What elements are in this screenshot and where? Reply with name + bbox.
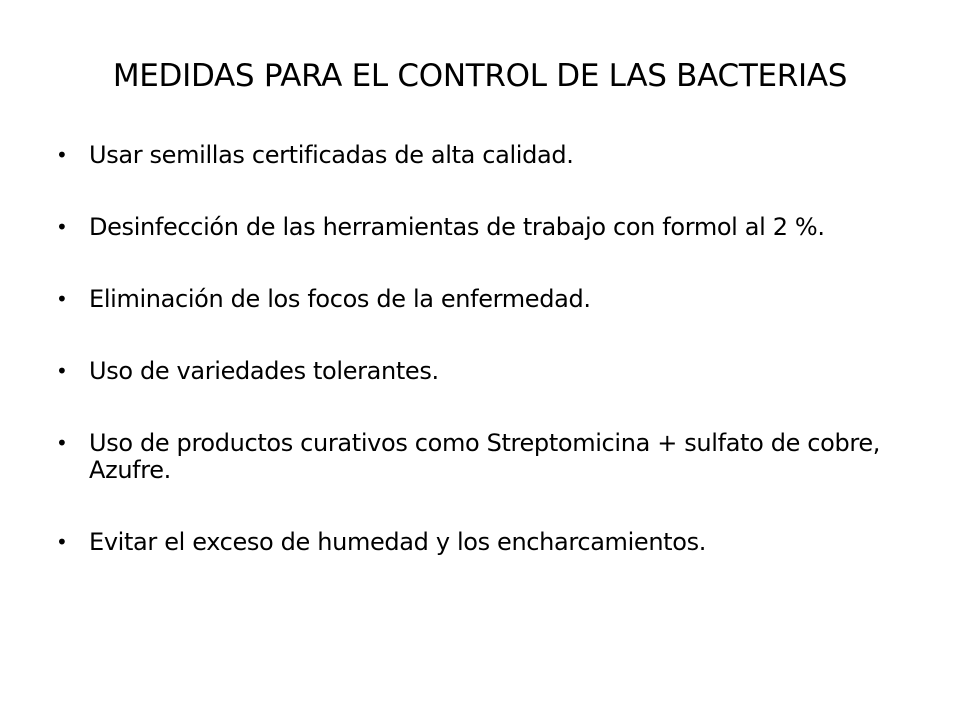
bullet-dot-icon: • [56,143,68,167]
bullet-item [56,430,926,484]
bullet-item [56,214,926,241]
bullet-text: Uso de variedades tolerantes. [89,357,439,385]
bullet-item [56,286,926,313]
bullet-text: Desinfección de las herramientas de trabajo con formol al 2 %. [89,213,825,241]
bullet-item [56,142,926,169]
bullet-dot-icon: • [56,359,68,383]
slide-title: MEDIDAS PARA EL CONTROL DE LAS BACTERIAS [112,58,848,94]
bullet-list [56,142,926,556]
bullet-text: Evitar el exceso de humedad y los encharcamientos. [89,528,707,556]
bullet-dot-icon: • [56,530,68,554]
bullet-text: Eliminación de los focos de la enfermedad. [89,285,591,313]
bullet-dot-icon: • [56,431,68,455]
bullet-text: Uso de productos curativos como Streptomicina + sulfato de cobre, Azufre. [89,429,881,484]
bullet-dot-icon: • [56,287,68,311]
bullet-text: Usar semillas certificadas de alta calidad. [89,141,574,169]
bullet-item [56,529,926,556]
bullet-dot-icon: • [56,215,68,239]
bullet-item [56,358,926,385]
